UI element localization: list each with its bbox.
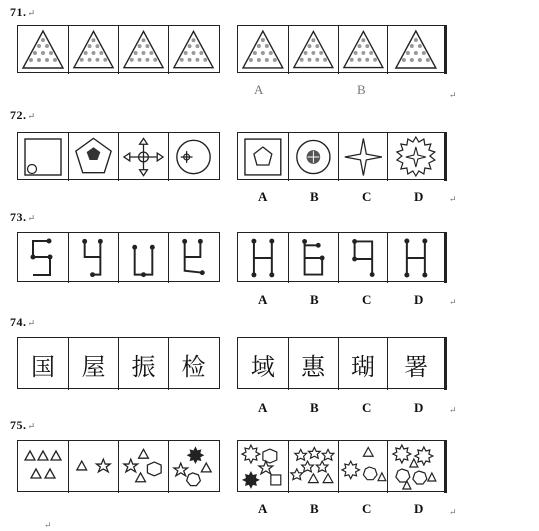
q74-option-b-label[interactable]: B [310, 400, 319, 415]
q73-figure-1 [18, 233, 68, 283]
q74-char-4: 检 [168, 338, 218, 390]
q72-question-strip [17, 132, 220, 180]
q75-figure-1 [18, 441, 68, 493]
q71-option-b-label[interactable]: B [357, 82, 366, 97]
q74-question-strip [17, 337, 220, 389]
q71-option-a-figure [238, 26, 288, 74]
q71-question-strip [17, 25, 220, 73]
q74-char-2: 屋 [68, 338, 118, 390]
q71-option-c-figure [338, 26, 388, 74]
q74-option-b-char: 惠 [288, 338, 338, 390]
q71-option-b-figure [288, 26, 338, 74]
q75-figure-4 [168, 441, 218, 493]
q75-option-a-label[interactable]: A [258, 501, 268, 516]
q71-return-mark: ↵ [449, 90, 457, 100]
q73-return-mark: ↵ [449, 297, 457, 307]
q72-option-a-figure [238, 133, 288, 181]
q73-question-strip [17, 232, 220, 282]
q72-option-d-label[interactable]: D [414, 189, 424, 204]
q75-figure-2 [68, 441, 118, 493]
q75-question-strip [17, 440, 220, 492]
q75-option-c-label[interactable]: C [362, 501, 372, 516]
q72-figure-3 [118, 133, 168, 181]
q71-option-a-label[interactable]: A [254, 82, 264, 97]
q74-char-1: 国 [31, 354, 55, 381]
q71-option-strip [237, 25, 447, 73]
q72-option-b-label[interactable]: B [310, 189, 319, 204]
q72-option-d-figure [387, 133, 447, 181]
q75-option-d-figure [387, 441, 447, 493]
q74-return-mark: ↵ [449, 405, 457, 415]
q73-option-strip [237, 232, 447, 282]
q73-option-d-figure [387, 233, 447, 283]
q72-figure-2 [68, 133, 118, 181]
q74-option-c-char: 瑚 [338, 338, 388, 390]
q72-option-strip [237, 132, 447, 180]
q73-option-b-label[interactable]: B [310, 292, 319, 307]
question-number-73: 73.↵ [10, 210, 36, 224]
q74-option-d-char: 署 [387, 338, 447, 390]
q73-option-c-label[interactable]: C [362, 292, 372, 307]
question-number-75: 75.↵ [10, 418, 36, 432]
q71-figure-2 [68, 26, 118, 74]
question-number-71: 71.↵ [10, 5, 36, 19]
q73-figure-4 [168, 233, 218, 283]
q72-return-mark: ↵ [449, 194, 457, 204]
q71-figure-4 [168, 26, 218, 74]
q75-option-b-figure [288, 441, 338, 493]
q75-option-a-figure [238, 441, 288, 493]
q74-char-3: 振 [118, 338, 168, 390]
q75-option-d-label[interactable]: D [414, 501, 424, 516]
q75-figure-3 [118, 441, 168, 493]
q72-figure-4 [168, 133, 218, 181]
question-number-72: 72.↵ [10, 108, 36, 122]
q72-option-b-figure [288, 133, 338, 181]
q75-option-strip [237, 440, 447, 492]
q73-figure-2 [68, 233, 118, 283]
q72-option-c-label[interactable]: C [362, 189, 372, 204]
q73-option-b-figure [288, 233, 338, 283]
q73-figure-3 [118, 233, 168, 283]
q74-option-strip [237, 337, 447, 389]
q73-option-a-label[interactable]: A [258, 292, 268, 307]
q71-figure-3 [118, 26, 168, 74]
q72-option-a-label[interactable]: A [258, 189, 268, 204]
q73-option-a-figure [238, 233, 288, 283]
q74-option-a-char: 域 [250, 354, 275, 381]
q71-option-d-figure [387, 26, 447, 74]
q74-option-a-label[interactable]: A [258, 400, 268, 415]
q73-option-c-figure [338, 233, 388, 283]
q74-option-d-label[interactable]: D [414, 400, 424, 415]
q73-option-d-label[interactable]: D [414, 292, 424, 307]
q72-option-c-figure [338, 133, 388, 181]
q75-option-b-label[interactable]: B [310, 501, 319, 516]
q72-figure-1 [18, 133, 68, 181]
q71-figure-1 [18, 26, 68, 74]
question-number-74: 74.↵ [10, 315, 36, 329]
q75-option-c-figure [338, 441, 388, 493]
q74-option-c-label[interactable]: C [362, 400, 372, 415]
end-return-mark: ↵ [44, 520, 52, 530]
q75-return-mark: ↵ [449, 507, 457, 517]
